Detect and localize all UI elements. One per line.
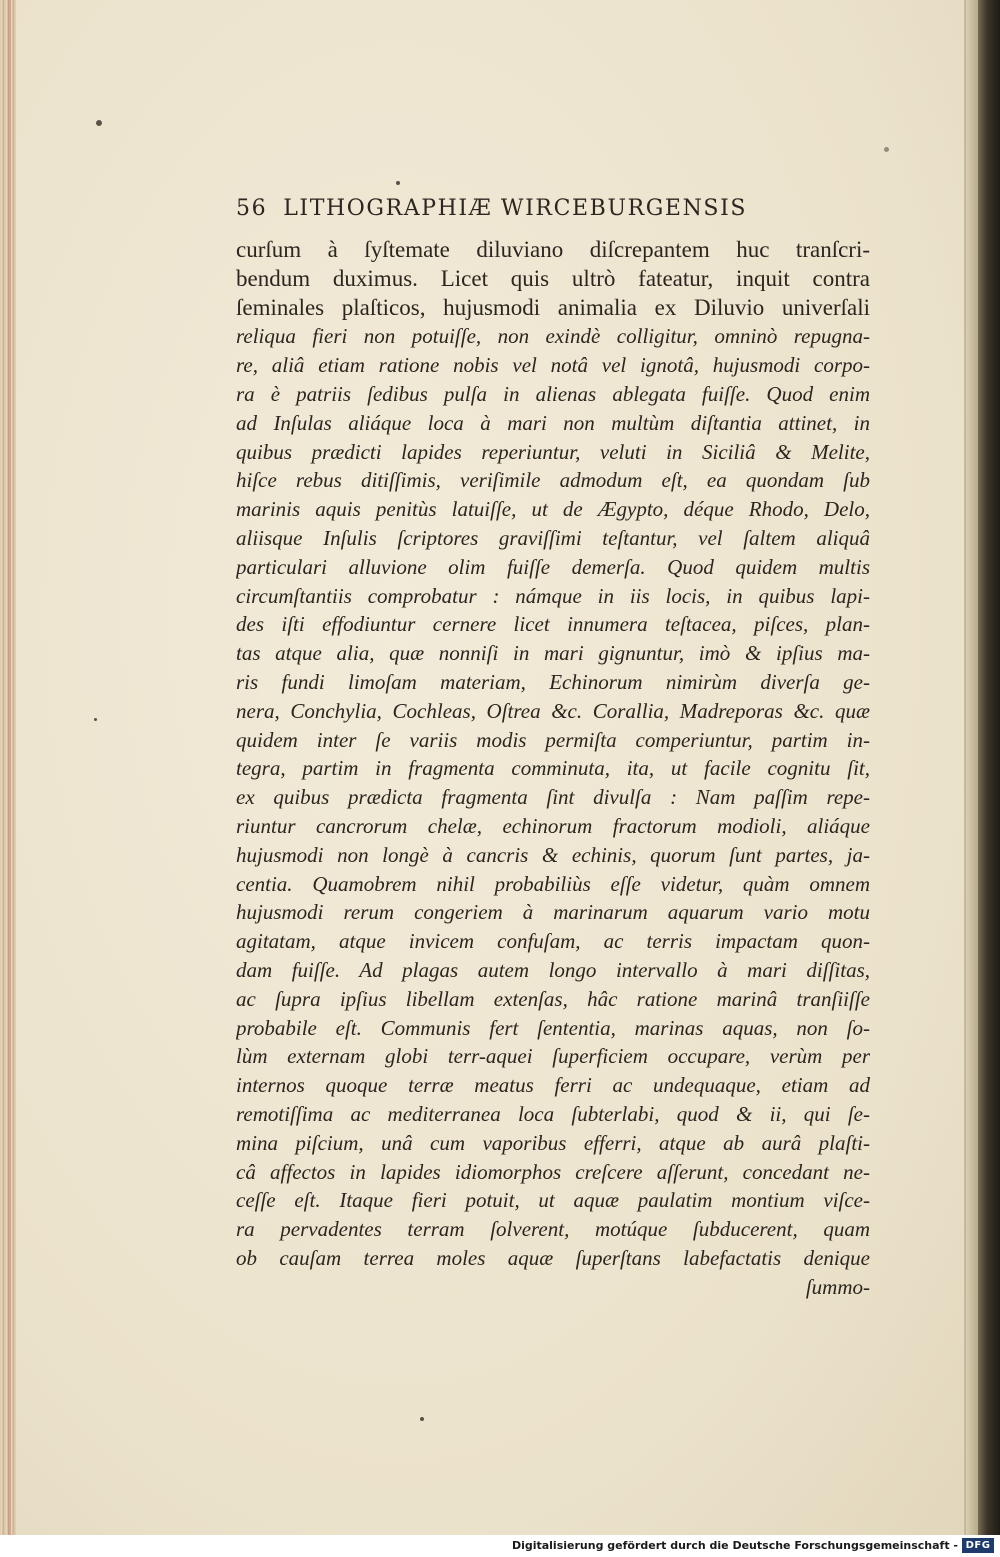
text-line: ceſſe eſt. Itaque fieri potuit, ut aquæ paulatim montium viſce- [236,1188,870,1213]
text-line: particulari alluvione olim fuiſſe demerſa. Quod quidem multis [236,554,870,579]
paper-spot-5 [420,1417,424,1421]
text-line: remotiſſima ac mediterranea loca ſubterlabi, quod & ii, qui ſe- [236,1101,870,1126]
text-line: curſum à ſyſtemate diluviano diſcrepantem huc tranſcri- [236,237,870,262]
text-line: tegra, partim in fragmenta comminuta, ita, ut facile cognitu ſit, [236,756,870,781]
text-line: hujusmodi rerum congeriem à marinarum aquarum vario motu [236,900,870,925]
text-line: lùm externam globi terr-aquei ſuperficiem occupare, verùm per [236,1044,870,1069]
text-line: hiſce rebus ditiſſimis, veriſimile admodum eſt, ea quondam ſub [236,468,870,493]
text-line: centia. Quamobrem nihil probabiliùs eſſe videtur, quàm omnem [236,871,870,896]
catchword: ſummo- [805,1274,870,1299]
text-line: bendum duximus. Licet quis ultrò fateatur, inquit contra [236,265,870,291]
text-line: reliqua fieri non potuiſſe, non exindè colligitur, omninò repugna- [236,324,870,349]
dfg-logo-icon: DFG [962,1538,994,1553]
text-line: ra è patriis ſedibus pulſa in alienas ablegata fuiſſe. Quod enim [236,381,870,406]
text-line: ſeminales plaſticos, hujusmodi animalia ex Diluvio univerſali [236,294,870,320]
paper-spot-2 [396,181,400,185]
next-page-edge [966,0,978,1535]
text-line: marinis aquis penitùs latuiſſe, ut de Ægypto, déque Rhodo, Delo, [236,497,870,522]
text-line: dam fuiſſe. Ad plagas autem longo intervallo à mari diſſitas, [236,957,870,982]
text-line: ac ſupra ipſius libellam extenſas, hâc ratione marinâ tranſiiſſe [236,986,870,1011]
running-title: LITHOGRAPHIÆ WIRCEBURGENSIS [283,196,748,221]
paper-spot-1 [96,120,102,126]
text-line: mina piſcium, unâ cum vaporibus efferri, atque ab aurâ plaſti- [236,1130,870,1155]
text-line: hujusmodi non longè à cancris & echinis, quorum ſunt partes, ja- [236,842,870,867]
footer-bar [0,1535,1000,1557]
text-line: quibus prædicti lapides reperiuntur, veluti in Siciliâ & Melite, [236,439,870,464]
text-line: ris fundi limoſam materiam, Echinorum nimirùm diverſa ge- [236,669,870,694]
text-line: riuntur cancrorum chelæ, echinorum fractorum modioli, aliáque [236,813,870,838]
text-line: circumſtantiis comprobatur : námque in iis locis, in quibus lapi- [236,583,870,608]
running-header [236,196,860,232]
text-line: quidem inter ſe variis modis permiſta comperiuntur, partim in- [236,727,870,752]
text-line: ex quibus prædicta fragmenta ſint divulſa : Nam paſſim repe- [236,785,870,810]
text-line: internos quoque terræ meatus ferri ac undequaque, etiam ad [236,1073,870,1098]
page-number: 56 [236,196,268,221]
paper-spot-4 [94,718,97,721]
text-line: nera, Conchylia, Cochleas, Oſtrea &c. Corallia, Madreporas &c. quæ [236,698,870,723]
text-line: ob cauſam terrea moles aquæ ſuperſtans labefactatis denique [236,1245,870,1270]
book-edge-left-stripe [8,0,11,1535]
footer-credit: Digitalisierung gefördert durch die Deutsche Forschungsgemeinschaft - [511,1539,958,1552]
text-line: agitatam, atque invicem confuſam, ac terris impactam quon- [236,929,870,954]
text-line: probabile eſt. Communis fert ſententia, marinas aquas, non ſo- [236,1015,870,1040]
text-line: tas atque alia, quæ nonniſi in mari gignuntur, imò & ipſius ma- [236,641,870,666]
text-line: ad Inſulas aliáque loca à mari non multùm diſtantia attinet, in [236,410,870,435]
text-line: re, aliâ etiam ratione nobis vel notâ vel ignotâ, hujusmodi corpo- [236,353,870,378]
text-line: câ affectos in lapides idiomorphos creſcere aſſerunt, concedant ne- [236,1159,870,1184]
text-line: aliisque Inſulis ſcriptores graviſſimi teſtantur, vel ſaltem aliquâ [236,525,870,550]
paper-spot-3 [884,147,889,152]
text-line: des iſti effodiuntur cernere licet innumera teſtacea, piſces, plan- [236,612,870,637]
text-line: ra pervadentes terram ſolverent, motúque ſubducerent, quam [236,1217,870,1242]
body-text [236,236,870,1301]
